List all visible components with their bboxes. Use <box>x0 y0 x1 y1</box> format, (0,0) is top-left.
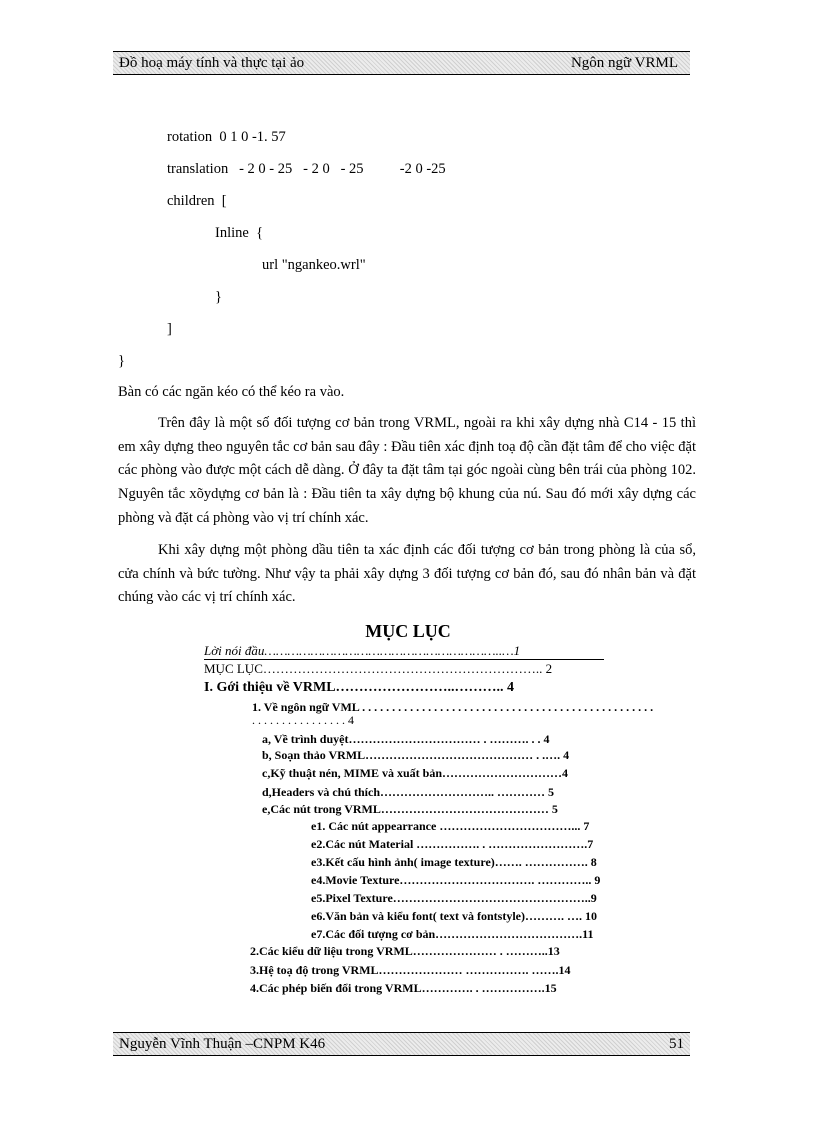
toc-entry: e2.Các nút Material ……………. . …………………….7 <box>311 837 594 851</box>
paragraph: Bàn có các ngăn kéo có thể kéo ra vào. <box>118 384 345 400</box>
toc-entry: 3.Hệ toạ độ trong VRML………………… ……………. …….14 <box>250 963 571 977</box>
paragraph: Trên đây là một số đối tượng cơ bản trong VRML, ngoài ra khi xây dựng nhà C14 - 15 thì em xây dựng theo nguyên tắc cơ bản sau đây : Đầu tiên xác định toạ độ cần đặt tâm để cho việc đặt các phòng vào được một cách dễ dàng. Ở đây ta đặt tâm tại góc ngoài cùng bên trái của phòng 102. Nguyên tắc xõydựng cơ bản là : Đầu tiên ta xây dựng bộ khung của nú. Sau đó mới xây dựng các phòng và đặt cá phòng vào vị trí chính xác. <box>118 415 696 526</box>
toc-entry: e5.Pixel Texture…………………………………………..9 <box>311 891 597 905</box>
toc-entry: 1. Về ngôn ngữ VML . . . . . . . . . . . . . . . . . . . . . . . . . . . . . . . . . . . . . . . . . . . . . . . . . <box>252 700 654 714</box>
toc-entry: e6.Văn bản và kiểu font( text và fontstyle)………. …. 10 <box>311 909 597 923</box>
toc-entry: b, Soạn thảo VRML…………………………………… . .…. 4 <box>262 748 570 762</box>
toc-entry: MỤC LỤC……………………………………………………….. 2 <box>204 661 553 676</box>
toc-entry: e3.Kết cấu hình ảnh( image texture)……. ……………. 8 <box>311 855 597 869</box>
code-line: translation - 2 0 - 25 - 2 0 - 25 -2 0 -25 <box>167 161 446 177</box>
paragraph: Khi xây dựng một phòng dầu tiên ta xác định các đối tượng cơ bản trong phòng là của sổ, cửa chính và bức tường. Như vậy ta phải xây dựng 3 đối tượng cơ bản đó, sau đó nhân bản và đặt chúng vào các vị trí chính xác. <box>118 542 696 606</box>
footer-author: Nguyễn Vĩnh Thuận –CNPM K46 <box>119 1036 326 1052</box>
toc-entry: e1. Các nút appearrance ……………………………... 7 <box>311 819 590 833</box>
toc-entry: a, Về trình duyệt…………………………… . ………. . . 4 <box>262 732 550 746</box>
code-line: rotation 0 1 0 -1. 57 <box>167 129 286 145</box>
page-header <box>113 51 690 75</box>
header-title: Đồ hoạ máy tính và thực tại ảo <box>119 55 305 71</box>
toc-entry: d,Headers và chú thích……………………….. ………… 5 <box>262 785 555 799</box>
toc-entry: I. Gới thiệu về VRML……………………..……….. 4 <box>204 680 515 695</box>
code-line: children [ <box>167 193 227 209</box>
toc-entry: . . . . . . . . . . . . . . . . 4 <box>252 713 354 727</box>
toc-title: MỤC LỤC <box>365 621 451 641</box>
code-line: } <box>118 353 125 369</box>
toc-entry: c,Kỹ thuật nén, MIME và xuất bản…………………………4 <box>262 766 569 780</box>
code-line: Inline { <box>215 225 264 241</box>
toc-entry: 4.Các phép biến đổi trong VRML…………. . …………….15 <box>250 981 557 995</box>
toc-entry: Lời nói đầu……………………………………………………..…1 <box>204 643 604 660</box>
toc-entry: 2.Các kiểu dữ liệu trong VRML………………… . ………..13 <box>250 944 560 958</box>
page-footer <box>113 1032 690 1056</box>
code-line: url "ngankeo.wrl" <box>262 257 366 273</box>
toc-entry: e,Các nút trong VRML…………………………………… 5 <box>262 802 558 816</box>
code-line: } <box>215 289 222 305</box>
code-line: ] <box>167 321 172 337</box>
header-section: Ngôn ngữ VRML <box>570 55 678 71</box>
page-number: 51 <box>669 1036 684 1052</box>
toc-entry: e4.Movie Texture……………………………. ………….. 9 <box>311 873 601 887</box>
toc-entry: e7.Các đối tượng cơ bản……………………………….11 <box>311 927 594 941</box>
